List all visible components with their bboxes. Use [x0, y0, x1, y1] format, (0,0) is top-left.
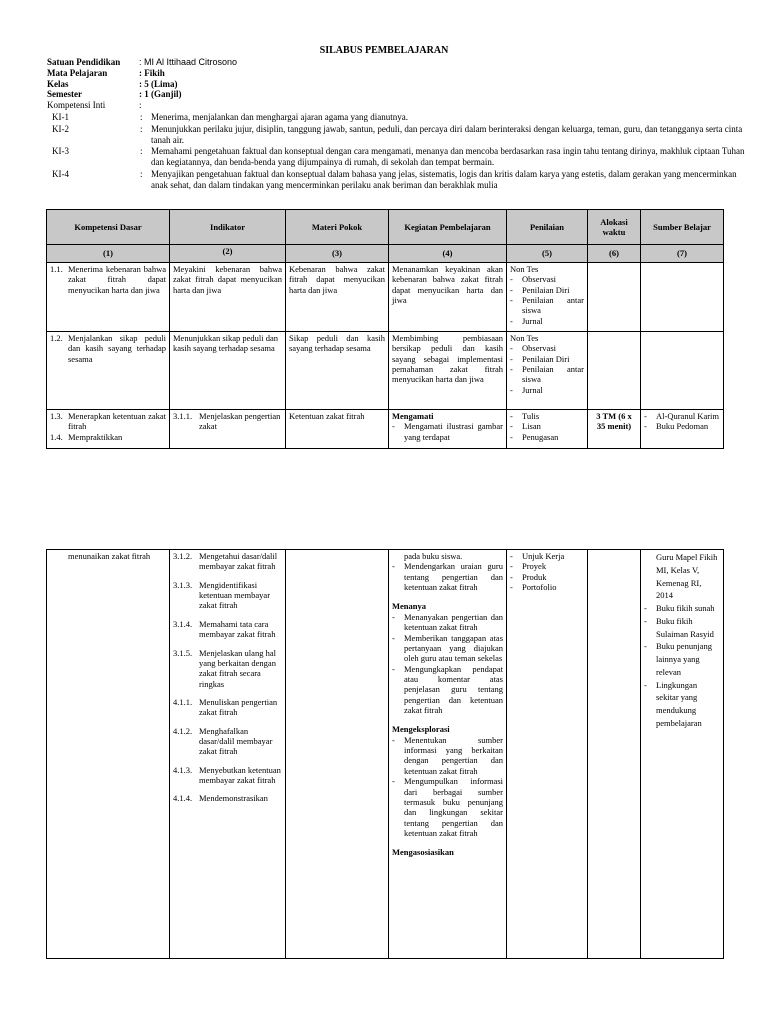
penilaian-item: Observasi: [522, 343, 556, 354]
sumber-cell: [641, 332, 724, 410]
indikator-cell: Menunjukkan sikap peduli dan kasih sayang terhadap sesama: [170, 332, 286, 410]
alokasi-cell: [588, 550, 641, 959]
col-number: (7): [641, 245, 724, 263]
alokasi-cell: 3 TM (6 x 35 menit): [588, 410, 641, 449]
indikator-text: Menyebutkan ketentuan membayar zakat fitrah: [199, 764, 281, 786]
kd-text: Menerapkan ketentuan zakat fitrah: [68, 411, 166, 432]
col-number: (2): [170, 245, 286, 263]
materi-cell: Kebenaran bahwa zakat fitrah dapat menyucikan harta dan jiwa: [286, 263, 389, 332]
sumber-cell: [641, 263, 724, 332]
sumber-continued: Guru Mapel Fikih MI, Kelas V, Kemenag RI, 2014: [656, 552, 718, 601]
penilaian-item: Penilaian antar siswa: [522, 364, 584, 385]
indikator-text: Memahami tata cara membayar zakat fitrah: [199, 618, 276, 640]
penilaian-item: Penilaian Diri: [522, 353, 570, 364]
ki-row: KI-1 : Menerima, menjalankan dan menghargai ajaran agama yang dianutnya.: [47, 112, 747, 123]
syllabus-table-continued: [46, 549, 724, 959]
indikator-number: 3.1.4.: [173, 618, 193, 629]
indikator-text: Menjelaskan pengertian zakat: [199, 411, 281, 432]
indikator-number: 4.1.1.: [173, 696, 193, 707]
penilaian-item: Penugasan: [522, 431, 559, 442]
satuan-value: : MI Al Ittihaad Citrosono: [139, 57, 238, 67]
header-alokasi: Alokasi waktu: [588, 210, 641, 245]
table-row: 1.1. Menerima kebenaran bahwa zakat fitrah dapat menyucikan harta dan jiwa Meyakini kebenaran bahwa zakat fitrah dapat menyucikan harta dan jiwa Kebenaran bahwa zakat fitrah dapat menyucikan harta dan jiwa Menanamkan keyakinan akan kebenaran bahwa zakat fitrah dapat menyucikan harta dan jiwa Non Tes - Observasi - Penilaian Diri - Penilaian antar siswa - Jurnal: [47, 263, 724, 332]
kd-number: 1.3.: [50, 411, 63, 421]
sumber-item: Buku penunjang lainnya yang relevan: [656, 641, 712, 677]
table-row: menunaikan zakat fitrah 3.1.2. Mengetahui dasar/dalil membayar zakat fitrah 3.1.3. Mengidentifikasi ketentuan membayar zakat fitrah 3.1.4. Memahami tata cara membayar zakat fitrah 3.1.5. Menjelaskan ulang hal yang berkaitan dengan zakat fitrah secara ringkas 4.1.1. Menuliskan pengertian zakat fitrah 4.1.2. Menghafalkan dasar/dalil membayar zakat fitrah 4.1.3. Menyebutkan ketentuan membayar zakat fitrah 4.1.4. Mendemonstrasikan pada buku siswa. - Mendengarkan uraian guru tentang pengertian dan ketentuan zakat fitrah Menanya - Menanyakan pengertian dan ketentuan zakat fitrah - Memberikan tanggapan atas pertanyaan yang diajukan oleh guru atau teman sekelas - Mengungkapkan pendapat atau komentar atas penjelasan guru tentang pengertian dan ketentuan zakat fitrah Mengeksplorasi - Menentukan sumber informasi yang berkaitan dengan pengertian dan ketentuan zakat fitrah - Mengumpulkan informasi dari berbagai sumber termasuk buku penunjang dan lingkungan sekitar tentang pengertian dan ketentuan zakat fitrah Mengasosiasikan - Unjuk Kerja - Proyek - Produk - Portofolio Guru Mapel Fikih MI, Kelas V, Kemenag RI, 2014 - Buku fikih sunah - Buku fikih Sulaiman Rasyid - Buku penunjang lainnya yang relevan - Lingkungan sekitar yang mendukung pembelajaran: [47, 550, 724, 959]
indikator-number: 4.1.4.: [173, 793, 193, 804]
ki-text: Memahami pengetahuan faktual dan konseptual dengan cara mengamati, menanya dan mencoba berdasarkan rasa ingin tahu tentang dirinya, makhluk ciptaan Tuhan dan kegiatannya, dan benda-benda yang dijumpainya di rumah, di sekolah dan tempat bermain.: [151, 146, 745, 168]
indikator-text: Menghafalkan dasar/dalil membayar zakat fitrah: [199, 725, 273, 757]
indikator-text: Menjelaskan ulang hal yang berkaitan dengan zakat fitrah secara ringkas: [199, 647, 276, 689]
penilaian-item: Portofolio: [522, 582, 557, 593]
col-number: (1): [47, 245, 170, 263]
penilaian-item: Observasi: [522, 274, 556, 285]
kegiatan-item: Mengungkapkan pendapat atau komentar atas penjelasan guru tentang pengertian dan ketentuan zakat fitrah: [404, 663, 503, 716]
kd-text: Mempraktikkan: [68, 431, 123, 442]
semester-value: : 1 (Ganjil): [139, 89, 182, 100]
ki-label: KI-4: [52, 168, 69, 179]
ki-row: KI-3 : Memahami pengetahuan faktual dan konseptual dengan cara mengamati, menanya dan mencoba berdasarkan rasa ingin tahu tentang dirinya, makhluk ciptaan Tuhan dan kegiatannya, dan benda-benda yang dijumpainya di rumah, di sekolah dan tempat bermain.: [47, 146, 747, 168]
kd-number: 1.4.: [50, 431, 63, 442]
header-penilaian: Penilaian: [507, 210, 588, 245]
indikator-cell: Meyakini kebenaran bahwa zakat fitrah dapat menyucikan harta dan jiwa: [170, 263, 286, 332]
kd-text: Menerima kebenaran bahwa zakat fitrah dapat menyucikan harta dan jiwa: [68, 264, 166, 295]
col-number: (6): [588, 245, 641, 263]
indikator-text: Mengetahui dasar/dalil membayar zakat fitrah: [199, 551, 278, 572]
penilaian-item: Jurnal: [522, 384, 543, 395]
kegiatan-cell: Menanamkan keyakinan akan kebenaran bahwa zakat fitrah dapat menyucikan harta dan jiwa: [389, 263, 507, 332]
mapel-value: : Fikih: [139, 67, 165, 78]
kegiatan-item: Mendengarkan uraian guru tentang pengertian dan ketentuan zakat fitrah: [404, 561, 503, 593]
indikator-text: Mendemonstrasikan: [199, 793, 268, 804]
kegiatan-continued: pada buku siswa.: [404, 551, 463, 561]
identity-block: [47, 57, 747, 191]
sumber-item: Buku fikih Sulaiman Rasyid: [656, 615, 714, 639]
col-number: (3): [286, 245, 389, 263]
materi-cell: [286, 550, 389, 959]
alokasi-cell: [588, 332, 641, 410]
sumber-item: Buku Pedoman: [656, 421, 709, 432]
indikator-number: 4.1.2.: [173, 725, 193, 736]
indikator-text: Mengidentifikasi ketentuan membayar zakat fitrah: [199, 579, 271, 611]
ki-row: KI-4 : Menyajikan pengetahuan faktual dan konseptual dalam bahasa yang jelas, sistematis, logis dan kritis dalam karya yang estetis, dalam gerakan yang mencerminkan anak sehat, dan dalam tindakan yang mencerminkan perilaku anak beriman dan berakhlak mulia: [47, 169, 747, 191]
syllabus-table: [46, 209, 724, 449]
kd-number: 1.1.: [50, 264, 63, 274]
kegiatan-item: Menentukan sumber informasi yang berkaitan dengan pengertian dan ketentuan zakat fitrah: [404, 734, 503, 776]
kegiatan-item: Mengumpulkan informasi dari berbagai sumber termasuk buku penunjang dan lingkungan sekitar tentang pengertian dan ketentuan zakat fitrah: [404, 776, 503, 838]
indikator-number: 3.1.5.: [173, 647, 193, 658]
indikator-text: Menuliskan pengertian zakat fitrah: [199, 696, 278, 718]
penilaian-item: Lisan: [522, 421, 541, 432]
ki-text: Menunjukkan perilaku jujur, disiplin, tanggung jawab, santun, peduli, dan percaya diri dalam berinteraksi dengan keluarga, teman, guru, dan tetangganya serta cinta tanah air.: [151, 123, 743, 145]
materi-cell: Sikap peduli dan kasih sayang terhadap sesama: [286, 332, 389, 410]
penilaian-item: Produk: [522, 571, 547, 582]
ki-heading-colon: :: [139, 100, 142, 111]
kegiatan-section-head: Mengamati: [392, 411, 434, 421]
sumber-item: Lingkungan sekitar yang mendukung pembelajaran: [656, 679, 702, 728]
kegiatan-item: Mengamati ilustrasi gambar yang terdapat: [404, 421, 503, 442]
alokasi-cell: [588, 263, 641, 332]
penilaian-head: Non Tes: [510, 333, 539, 343]
header-indikator: Indikator: [170, 210, 286, 245]
kd-text: Menjalankan sikap peduli dan kasih sayang terhadap sesama: [68, 333, 166, 364]
satuan-label: Satuan Pendidikan: [47, 57, 121, 67]
ki-label: KI-2: [52, 123, 69, 134]
penilaian-item: Unjuk Kerja: [522, 551, 565, 561]
kegiatan-item: Memberikan tanggapan atas pertanyaan yang diajukan oleh guru atau teman sekelas: [404, 632, 503, 664]
kelas-label: Kelas: [47, 78, 69, 89]
kegiatan-section-head: Mengeksplorasi: [392, 724, 450, 735]
penilaian-item: Penilaian Diri: [522, 284, 570, 295]
ki-heading: Kompetensi Inti: [47, 100, 106, 111]
penilaian-head: Non Tes: [510, 264, 539, 274]
penilaian-item: Proyek: [522, 561, 547, 572]
penilaian-item: Penilaian antar siswa: [522, 295, 584, 316]
mapel-label: Mata Pelajaran: [47, 67, 108, 78]
ki-text: Menerima, menjalankan dan menghargai ajaran agama yang dianutnya.: [151, 111, 408, 122]
penilaian-item: Tulis: [522, 411, 540, 421]
kd-continued: menunaikan zakat fitrah: [47, 550, 170, 959]
col-number: (4): [389, 245, 507, 263]
header-kompetensi-dasar: Kompetensi Dasar: [47, 210, 170, 245]
indikator-number: 3.1.2.: [173, 551, 193, 561]
kegiatan-cell: Membimbing pembiasaan bersikap peduli dan kasih sayang sebagai implementasi pemahaman zakat fitrah menyucikan harta dan jiwa: [389, 332, 507, 410]
header-sumber: Sumber Belajar: [641, 210, 724, 245]
materi-cell: Ketentuan zakat fitrah: [286, 410, 389, 449]
ki-label: KI-3: [52, 146, 69, 157]
indikator-number: 3.1.3.: [173, 579, 193, 590]
kd-number: 1.2.: [50, 333, 63, 343]
indikator-number: 4.1.3.: [173, 764, 193, 775]
sumber-item: Al-Quranul Karim: [656, 411, 720, 421]
header-materi-pokok: Materi Pokok: [286, 210, 389, 245]
page-title: SILABUS PEMBELAJARAN: [319, 45, 449, 56]
semester-label: Semester: [47, 89, 82, 100]
penilaian-item: Jurnal: [522, 315, 543, 326]
ki-row: KI-2 : Menunjukkan perilaku jujur, disiplin, tanggung jawab, santun, peduli, dan percaya diri dalam berinteraksi dengan keluarga, teman, guru, dan tetangganya serta cinta tanah air.: [47, 124, 747, 146]
table-row: 1.2. Menjalankan sikap peduli dan kasih sayang terhadap sesama Menunjukkan sikap peduli dan kasih sayang terhadap sesama Sikap peduli dan kasih sayang terhadap sesama Membimbing pembiasaan bersikap peduli dan kasih sayang sebagai implementasi pemahaman zakat fitrah menyucikan harta dan jiwa Non Tes - Observasi - Penilaian Diri - Penilaian antar siswa - Jurnal: [47, 332, 724, 410]
indikator-number: 3.1.1.: [173, 411, 193, 421]
kegiatan-section-head: Menanya: [392, 601, 426, 612]
table-row: 1.3. Menerapkan ketentuan zakat fitrah 1.4. Mempraktikkan 3.1.1. Menjelaskan pengertian zakat Ketentuan zakat fitrah Mengamati - Mengamati ilustrasi gambar yang terdapat - Tulis - Lisan - Penugasan 3 TM (6 x 35 menit) - Al-Quranul Karim - Buku Pedoman: [47, 410, 724, 449]
kegiatan-section-head: Mengasosiasikan: [392, 847, 454, 858]
col-number: (5): [507, 245, 588, 263]
header-kegiatan: Kegiatan Pembelajaran: [389, 210, 507, 245]
ki-text: Menyajikan pengetahuan faktual dan konseptual dalam bahasa yang jelas, sistematis, logis dan kritis dalam karya yang estetis, dalam gerakan yang mencerminkan anak sehat, dan dalam tindakan yang mencerminkan perilaku anak beriman dan berakhlak mulia: [151, 168, 737, 190]
kegiatan-item: Menanyakan pengertian dan ketentuan zakat fitrah: [404, 611, 503, 633]
kelas-value: : 5 (Lima): [139, 78, 178, 89]
ki-label: KI-1: [52, 111, 69, 122]
sumber-item: Buku fikih sunah: [656, 603, 715, 613]
